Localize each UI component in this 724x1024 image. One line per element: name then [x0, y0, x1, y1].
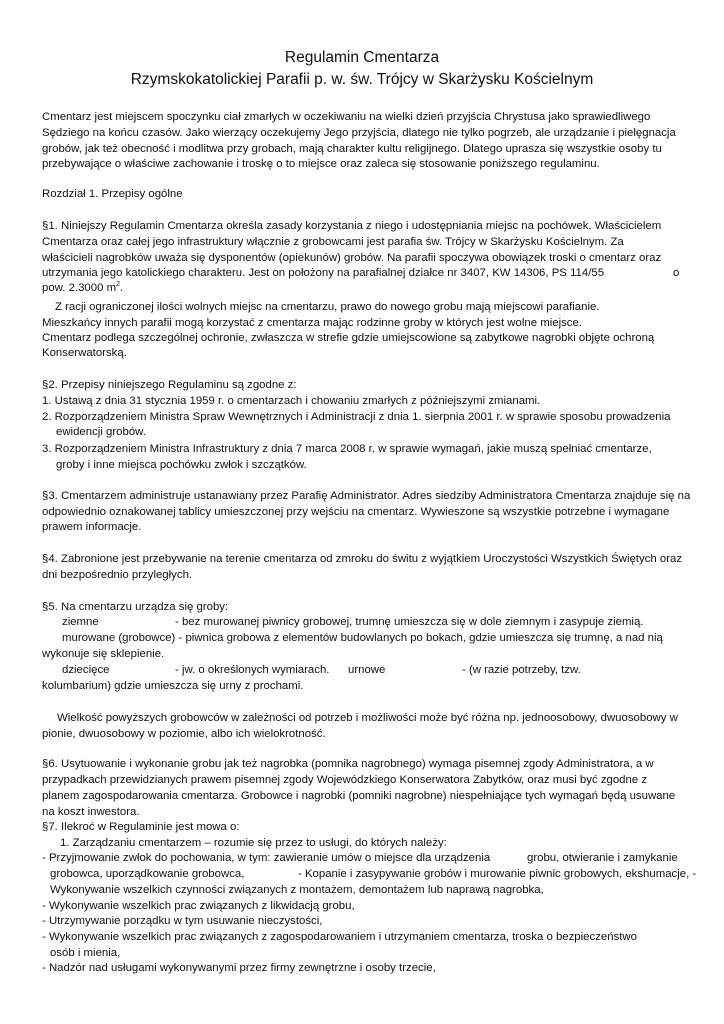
intro-line: Sędziego na końcu czasów. Jako wierzący oczekujemy Jego przyjścia, dlatego nie tylko pogrzeb, ale urządzanie i pielęgnacja: [42, 127, 676, 139]
section-line: pionie, dwuosobowy w poziomie, albo ich wielokrotność.: [42, 728, 326, 740]
grave-type-murowane: murowane (grobowce) - piwnica grobowa z elementów budowlanych po bokach, gdzie umieszcza się trumnę, a nad nią: [62, 632, 663, 644]
section-line: 1. Ustawą z dnia 31 stycznia 1959 r. o cmentarzach i chowaniu zmarłych z późniejszymi zmianami.: [42, 395, 541, 407]
section-line: 2. Rozporządzeniem Ministra Spraw Wewnętrznych i Administracji z dnia 1. sierpnia 2001 r. w sprawie sposobu prowadzenia: [42, 411, 671, 423]
section-line: planem zagospodarowania cmentarza. Grobowce i nagrobki (pomniki nagrobne) niespełniające tych wymagań będą usuwane: [42, 790, 676, 802]
document-subtitle: Rzymskokatolickiej Parafii p. w. św. Trójcy w Skarżysku Kościelnym: [130, 71, 594, 88]
area-text: pow. 2.3000 m: [42, 282, 117, 294]
grave-type-desc: - bez murowanej piwnicy grobowej, trumnę umieszcza się w dole ziemnym i zasypuje ziemią.: [175, 616, 644, 628]
list-item: grobowca, uporządkowanie grobowca,: [50, 868, 245, 880]
area-superscript: 2: [116, 281, 120, 289]
section-line: §4. Zabronione jest przebywanie na terenie cmentarza od zmroku do świtu z wyjątkiem Uroczystości Wszystkich Świętych oraz: [42, 553, 683, 565]
section-line: Wielkość powyższych grobowców w zależności od potrzeb i możliwości może być różna np. jednoosobowy, dwuosobowy w: [57, 712, 678, 724]
list-item: - Utrzymywanie porządku w tym usuwanie nieczystości,: [42, 915, 323, 927]
section-line: §5. Na cmentarzu urządza się groby:: [42, 601, 229, 613]
section-line: Konserwatorską.: [42, 347, 127, 359]
area-end: .: [120, 282, 124, 294]
section-line: wykonuje się sklepienie.: [42, 648, 165, 660]
grave-type-ziemne: ziemne: [62, 616, 99, 628]
list-item: grobu, otwieranie i zamykanie: [527, 852, 678, 864]
section-line: utrzymania jego katolickiego charakteru. Jest on położony na parafialnej działce nr 3407, KW 14306, PS 114/55: [42, 267, 605, 279]
section-line: §7. Ilekroć w Regulaminie jest mowa o:: [42, 821, 240, 833]
section-line: Cmentarza oraz całej jego infrastruktury włącznie z grobowcami jest parafia św. Trójcy w Skarżysku Kościelnym. Za: [42, 236, 624, 248]
section-line: właścicieli nagrobków uważa się dysponentów (opiekunów) grobów. Na parafii spoczywa obowiązek troski o cmentarz oraz: [42, 252, 662, 264]
section-line: §2. Przepisy niniejszego Regulaminu są zgodne z:: [42, 379, 297, 391]
grave-type-desc: - jw. o określonych wymiarach.: [175, 664, 330, 676]
intro-line: grobów, jak też obecność i modlitwa przy grobach, mają charakter kultu religijnego. Dlatego uprasza się wszystkie osoby tu: [42, 143, 662, 155]
grave-type-dzieciece: dziecięce: [62, 664, 110, 676]
area-line: [42, 281, 123, 296]
section-line: przypadkach przewidzianych prawem pisemnej zgody Wojewódzkiego Konserwatora Zabytków, oraz musi być zgodne z: [42, 774, 648, 786]
section-line: na koszt inwestora.: [42, 806, 140, 818]
section-line: Z racji ograniczonej ilości wolnych miejsc na cmentarzu, prawo do nowego grobu mają miejscowi parafianie.: [55, 301, 600, 313]
section-line: §6. Usytuowanie i wykonanie grobu jak też nagrobka (pomnika nagrobnego) wymaga pisemnej zgody Administratora, a w: [42, 758, 654, 770]
list-item: - Wykonywanie wszelkich prac związanych z likwidacją grobu,: [42, 900, 355, 912]
list-item: 1. Zarządzaniu cmentarzem – rozumie się przez to usługi, do których należy:: [60, 837, 447, 849]
section-line: kolumbarium) gdzie umieszcza się urny z prochami.: [42, 680, 304, 692]
section-line: Mieszkańcy innych parafii mogą korzystać z cmentarza mając rodzinne groby w których jest wolne miejsce.: [42, 317, 582, 329]
grave-type-urnowe: urnowe: [348, 664, 386, 676]
intro-line: przebywające o właściwe zachowanie i troskę o to miejsce oraz zaleca się stosowanie poniższego regulaminu.: [42, 158, 600, 170]
list-item: osób i mienia,: [50, 947, 121, 959]
section-line-end: o: [673, 267, 680, 279]
section-line: 3. Rozporządzeniem Ministra Infrastruktury z dnia 7 marca 2008 r. w sprawie wymagań, jakie muszą spełniać cmentarze,: [42, 443, 652, 455]
document-title: Regulamin Cmentarza: [284, 49, 440, 66]
list-item: - Nadzór nad usługami wykonywanymi przez firmy zewnętrzne i osoby trzecie,: [42, 962, 436, 974]
section-line: ewidencji grobów.: [56, 426, 146, 438]
intro-line: Cmentarz jest miejscem spoczynku ciał zmarłych w oczekiwaniu na wielki dzień przyjścia Chrystusa jako sprawiedliwego: [42, 111, 651, 123]
list-item: Wykonywanie wszelkich czynności związanych z montażem, demontażem lub naprawą nagrobka,: [50, 884, 544, 896]
section-line: §1. Niniejszy Regulamin Cmentarza określa zasady korzystania z niego i udostępniania miejsc na pochówek. Właścicielem: [42, 220, 662, 232]
section-line: groby i inne miejsca pochówku zwłok i szczątków.: [56, 459, 307, 471]
list-item: - Przyjmowanie zwłok do pochowania, w tym: zawieranie umów o miejsce dla urządzenia: [42, 852, 491, 864]
chapter-heading: Rozdział 1. Przepisy ogólne: [42, 188, 183, 200]
section-line: prawem informacje.: [42, 521, 142, 533]
section-line: dni bezpośrednio przyległych.: [42, 569, 193, 581]
section-line: §3. Cmentarzem administruje ustanawiany przez Parafię Administrator. Adres siedziby Administratora Cmentarza znajduje się na: [42, 490, 691, 502]
list-item: - Kopanie i zasypywanie grobów i murowanie piwnic grobowych, ekshumacje, -: [298, 868, 697, 880]
section-line: Cmentarz podlega szczególnej ochronie, zwłaszcza w strefie gdzie umiejscowione są zabytkowe nagrobki objęte ochroną: [42, 332, 655, 344]
list-item: - Wykonywanie wszelkich prac związanych z zagospodarowaniem i utrzymaniem cmentarza, troska o bezpieczeństwo: [42, 931, 637, 943]
section-line: odpowiednio oznakowanej tablicy umieszczonej przy wejściu na cmentarz. Wywieszone są wszystkie potrzebne i wymagane: [42, 506, 670, 518]
grave-type-desc: - (w razie potrzeby, tzw.: [462, 664, 581, 676]
